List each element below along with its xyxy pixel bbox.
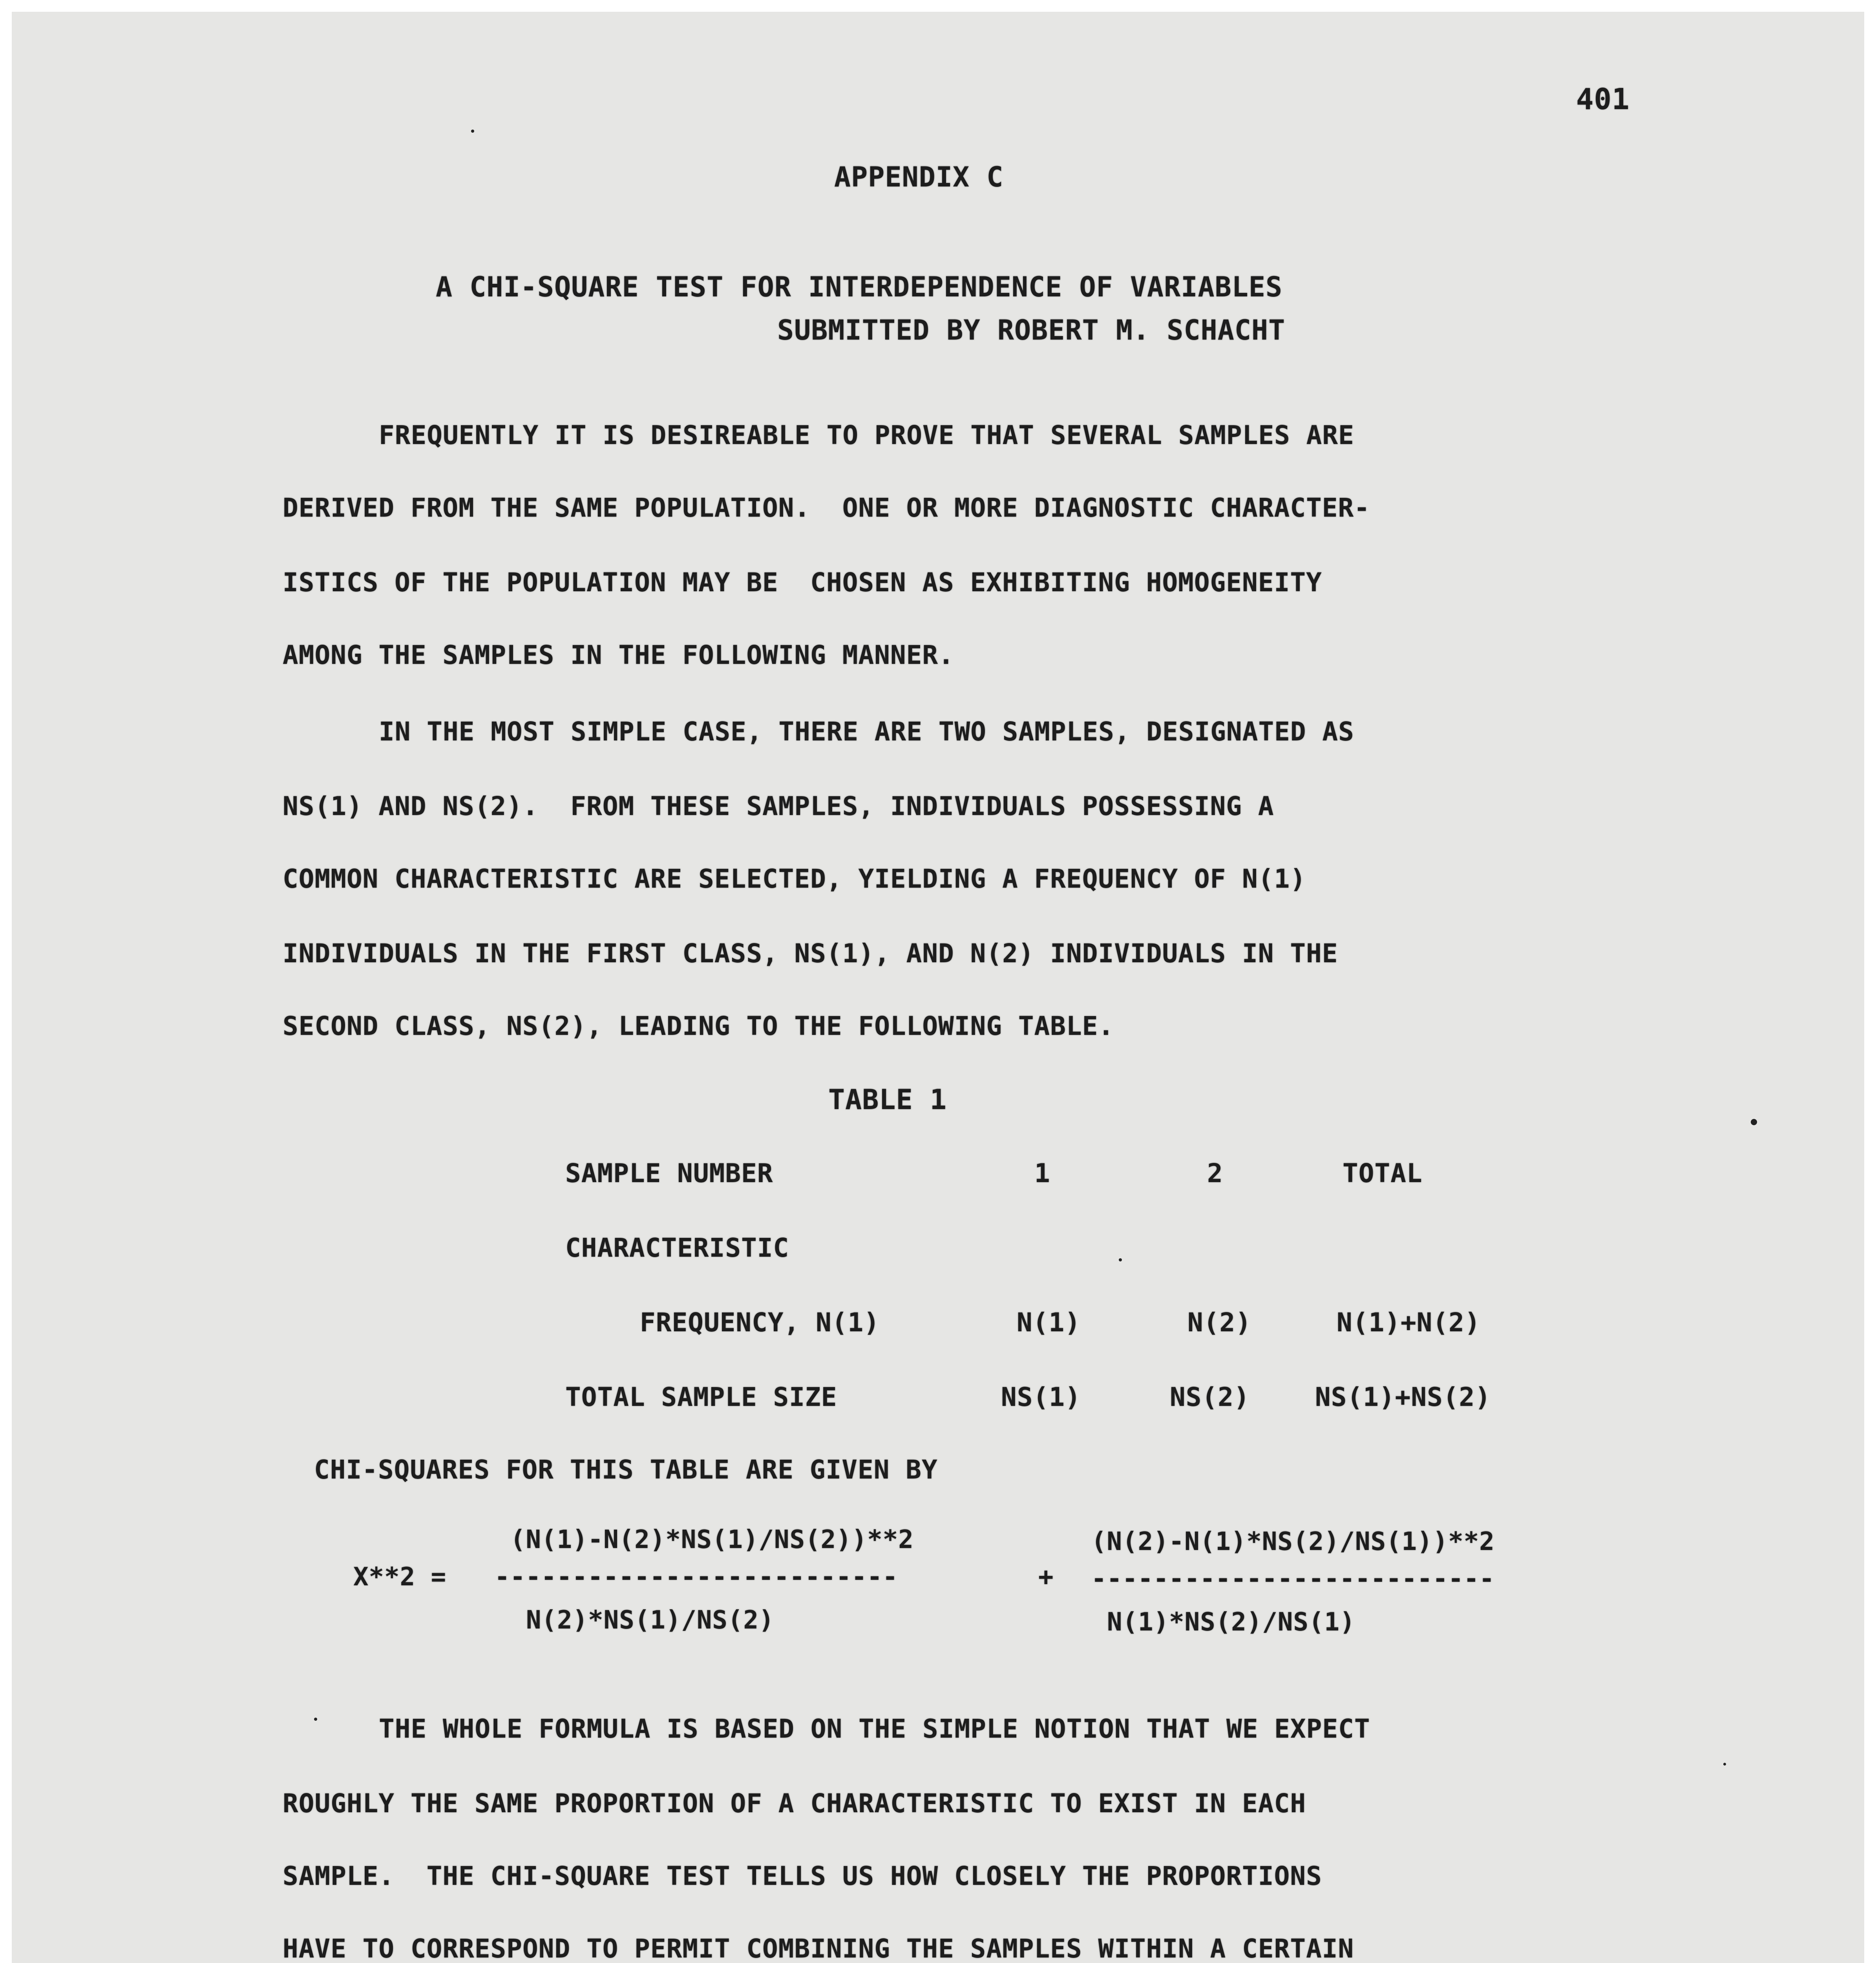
table-row-size-label: TOTAL SAMPLE SIZE <box>565 1382 837 1412</box>
paragraph3-line: SAMPLE. THE CHI-SQUARE TEST TELLS US HOW CLOSELY THE PROPORTIONS <box>283 1861 1322 1891</box>
document-title: A CHI-SQUARE TEST FOR INTERDEPENDENCE OF VARIABLES <box>436 271 1283 303</box>
scan-speck <box>314 1718 317 1721</box>
formula-term2-numerator: (N(2)-N(1)*NS(2)/NS(1))**2 <box>1091 1527 1495 1556</box>
byline: SUBMITTED BY ROBERT M. SCHACHT <box>777 314 1286 346</box>
formula-term1-numerator: (N(1)-N(2)*NS(1)/NS(2))**2 <box>510 1525 914 1554</box>
scan-speck <box>1751 1119 1757 1125</box>
table-row-frequency-col1: N(1) <box>1017 1307 1081 1338</box>
formula-term2-rule: -------------------------- <box>1091 1565 1495 1594</box>
paragraph2-line: INDIVIDUALS IN THE FIRST CLASS, NS(1), AND N(2) INDIVIDUALS IN THE <box>283 938 1338 969</box>
table-row-size-total: NS(1)+NS(2) <box>1315 1382 1491 1412</box>
paragraph3-line: ROUGHLY THE SAME PROPORTION OF A CHARACTERISTIC TO EXIST IN EACH <box>283 1788 1306 1819</box>
table-caption: TABLE 1 <box>828 1084 947 1116</box>
scan-speck <box>1119 1258 1122 1261</box>
formula-term1-denominator: N(2)*NS(1)/NS(2) <box>526 1606 775 1635</box>
paragraph3-line: HAVE TO CORRESPOND TO PERMIT COMBINING THE SAMPLES WITHIN A CERTAIN <box>283 1934 1354 1963</box>
table-header-col2: 2 <box>1207 1158 1223 1188</box>
formula-term1-rule: -------------------------- <box>495 1563 898 1592</box>
table-row-frequency-total: N(1)+N(2) <box>1337 1307 1481 1338</box>
paragraph3-line: THE WHOLE FORMULA IS BASED ON THE SIMPLE NOTION THAT WE EXPECT <box>379 1714 1370 1744</box>
paragraph1-line: AMONG THE SAMPLES IN THE FOLLOWING MANNER. <box>283 640 954 670</box>
table-row-size-col2: NS(2) <box>1170 1382 1250 1412</box>
table-header-label: SAMPLE NUMBER <box>565 1158 773 1188</box>
table-row-size-col1: NS(1) <box>1001 1382 1081 1412</box>
scan-speck <box>471 130 474 133</box>
paragraph2-line: NS(1) AND NS(2). FROM THESE SAMPLES, INDIVIDUALS POSSESSING A <box>283 791 1274 821</box>
page-number: 401 <box>1576 82 1630 116</box>
scan-speck <box>1723 1763 1726 1766</box>
scanned-page <box>12 12 1864 1963</box>
paragraph1-line: DERIVED FROM THE SAME POPULATION. ONE OR MORE DIAGNOSTIC CHARACTER- <box>283 493 1370 523</box>
table-header-col1: 1 <box>1034 1158 1050 1188</box>
formula-term2-denominator: N(1)*NS(2)/NS(1) <box>1107 1608 1355 1637</box>
table-row-frequency-label: FREQUENCY, N(1) <box>640 1307 880 1338</box>
appendix-title: APPENDIX C <box>834 161 1004 193</box>
chi-intro: CHI-SQUARES FOR THIS TABLE ARE GIVEN BY <box>314 1455 938 1485</box>
table-row-frequency-col2: N(2) <box>1187 1307 1251 1338</box>
formula-plus: + <box>1038 1563 1054 1592</box>
paragraph2-line: SECOND CLASS, NS(2), LEADING TO THE FOLLOWING TABLE. <box>283 1011 1114 1041</box>
table-header-total: TOTAL <box>1343 1158 1423 1188</box>
paragraph2-line: COMMON CHARACTERISTIC ARE SELECTED, YIELDING A FREQUENCY OF N(1) <box>283 864 1306 894</box>
paragraph2-line: IN THE MOST SIMPLE CASE, THERE ARE TWO SAMPLES, DESIGNATED AS <box>379 716 1354 747</box>
formula-lhs: X**2 = <box>353 1563 447 1592</box>
table-section-label: CHARACTERISTIC <box>565 1233 789 1263</box>
paragraph1-line: ISTICS OF THE POPULATION MAY BE CHOSEN AS EXHIBITING HOMOGENEITY <box>283 567 1322 598</box>
paragraph1-line: FREQUENTLY IT IS DESIREABLE TO PROVE THAT SEVERAL SAMPLES ARE <box>379 420 1354 450</box>
